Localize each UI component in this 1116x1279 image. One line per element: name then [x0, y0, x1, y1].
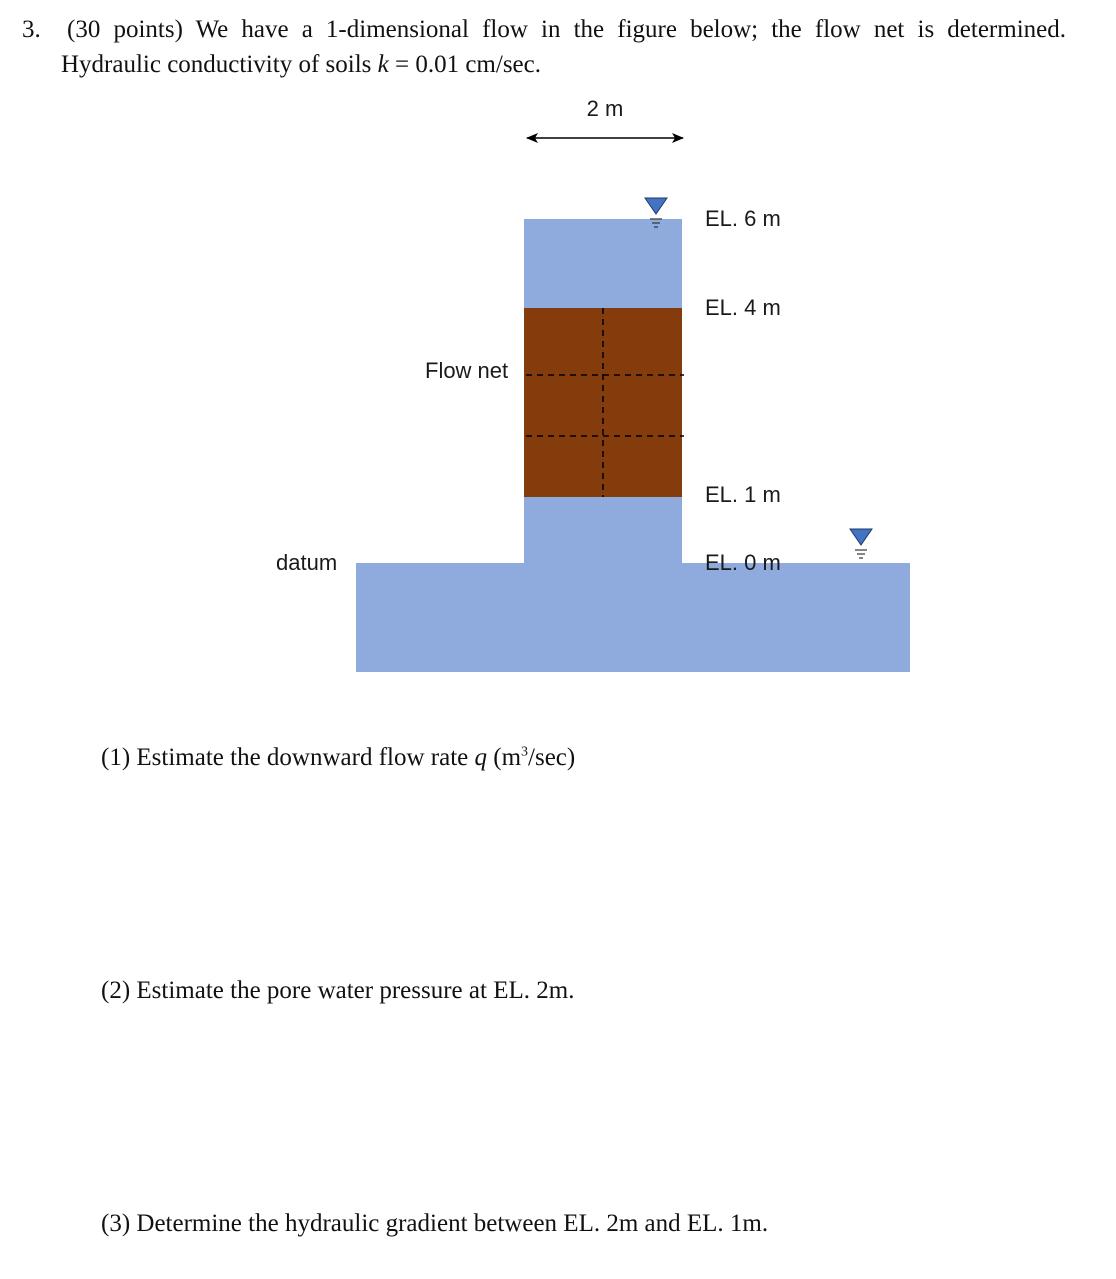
width-label: 2 m	[586, 96, 624, 121]
question-1-unit-close: /sec)	[528, 744, 576, 771]
question-3: (3) Determine the hydraulic gradient between EL. 2m and EL. 1m.	[101, 1210, 769, 1237]
lower-water-column	[524, 497, 682, 565]
question-1	[101, 744, 575, 772]
lower-water-table-icon	[850, 529, 872, 558]
problem-number: 3.	[22, 16, 41, 43]
problem-description: We have a 1-dimensional flow in the figure below; the flow net is determined.	[195, 16, 1066, 43]
question-1-unit-exponent: 3	[521, 744, 529, 760]
elevation-label-0m: EL. 0 m	[705, 550, 781, 575]
flow-net-label: Flow net	[425, 358, 509, 383]
conductivity-prefix: Hydraulic conductivity of soils	[61, 51, 378, 78]
k-symbol: k	[377, 51, 389, 78]
soil-layer	[524, 308, 682, 497]
problem-points: (30 points)	[67, 16, 183, 43]
elevation-label-4m: EL. 4 m	[705, 295, 781, 320]
bottom-reservoir	[356, 563, 910, 672]
upper-water-column	[524, 219, 682, 308]
elevation-label-6m: EL. 6 m	[705, 206, 781, 231]
conductivity-value: = 0.01 cm/sec.	[388, 51, 541, 78]
question-2: (2) Estimate the pore water pressure at EL. 2m.	[101, 977, 575, 1004]
elevation-label-1m: EL. 1 m	[705, 482, 781, 507]
question-1-text: (1) Estimate the downward flow rate	[101, 744, 475, 771]
flow-rate-symbol: q	[474, 744, 487, 771]
datum-label: datum	[276, 550, 338, 575]
question-1-unit-open: (m	[487, 744, 522, 771]
